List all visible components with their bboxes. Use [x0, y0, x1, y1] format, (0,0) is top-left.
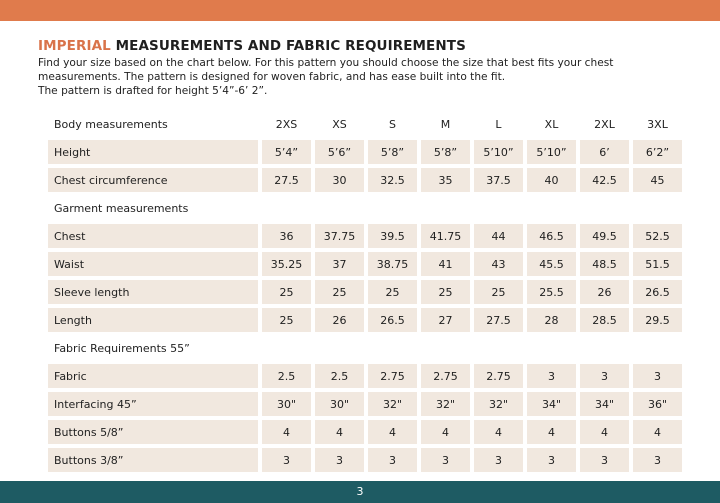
row-value: 3: [580, 364, 629, 388]
row-value: 30: [315, 168, 364, 192]
empty-cell: [368, 196, 417, 220]
empty-cell: [315, 336, 364, 360]
row-value: 40: [527, 168, 576, 192]
row-value: 25: [262, 280, 311, 304]
row-label: Sleeve length: [48, 280, 258, 304]
row-value: 36": [633, 392, 682, 416]
row-value: 3: [580, 448, 629, 472]
table-row: [48, 392, 682, 416]
empty-cell: [527, 336, 576, 360]
row-value: 38.75: [368, 252, 417, 276]
table-row: [48, 420, 682, 444]
row-value: 43: [474, 252, 523, 276]
row-value: 3: [633, 448, 682, 472]
intro-line: The pattern is drafted for height 5’4”-6’ 2”.: [38, 85, 268, 98]
title-accent: IMPERIAL: [38, 38, 111, 54]
row-value: 30": [262, 392, 311, 416]
table-row: [48, 140, 682, 164]
row-value: 2.5: [315, 364, 364, 388]
row-value: 52.5: [633, 224, 682, 248]
row-value: 5’8”: [421, 140, 470, 164]
row-value: 26: [580, 280, 629, 304]
row-value: 26: [315, 308, 364, 332]
row-value: 36: [262, 224, 311, 248]
intro-line: measurements. The pattern is designed for woven fabric, and has ease built into the fit.: [38, 71, 506, 84]
row-value: 3: [633, 364, 682, 388]
row-value: 32": [368, 392, 417, 416]
row-value: 49.5: [580, 224, 629, 248]
row-label: Buttons 3/8”: [48, 448, 258, 472]
row-value: 5’10”: [474, 140, 523, 164]
table-row: [48, 308, 682, 332]
row-value: 3: [527, 364, 576, 388]
table-row: [48, 364, 682, 388]
row-value: 32.5: [368, 168, 417, 192]
row-value: 45: [633, 168, 682, 192]
row-value: 42.5: [580, 168, 629, 192]
row-value: 25: [315, 280, 364, 304]
row-value: 25: [262, 308, 311, 332]
table-row: [48, 168, 682, 192]
row-value: 29.5: [633, 308, 682, 332]
row-value: 5’10”: [527, 140, 576, 164]
empty-cell: [421, 196, 470, 220]
size-header: XL: [544, 117, 559, 131]
row-value: 4: [633, 420, 682, 444]
empty-cell: [633, 336, 682, 360]
row-value: 3: [315, 448, 364, 472]
row-value: 35: [421, 168, 470, 192]
table-row: [48, 224, 682, 248]
row-value: 4: [421, 420, 470, 444]
row-value: 51.5: [633, 252, 682, 276]
row-value: 28.5: [580, 308, 629, 332]
intro-line: Find your size based on the chart below. For this pattern you should choose the size that best fits your chest: [38, 57, 614, 69]
empty-cell: [262, 196, 311, 220]
row-value: 5’4”: [262, 140, 311, 164]
row-value: 4: [368, 420, 417, 444]
table-row: [48, 252, 682, 276]
row-label: Chest: [48, 224, 258, 248]
row-label: Interfacing 45”: [48, 392, 258, 416]
row-value: 3: [527, 448, 576, 472]
section-header-row: [48, 112, 682, 136]
section-title: Body measurements: [54, 117, 168, 131]
row-value: 2.5: [262, 364, 311, 388]
intro-text: [38, 56, 678, 99]
size-header: S: [389, 117, 396, 131]
section-title: Garment measurements: [54, 201, 189, 215]
row-value: 30": [315, 392, 364, 416]
row-value: 25.5: [527, 280, 576, 304]
table-row: [48, 280, 682, 304]
row-value: 28: [527, 308, 576, 332]
title-rest: MEASUREMENTS AND FABRIC REQUIREMENTS: [110, 38, 466, 54]
row-value: 41.75: [421, 224, 470, 248]
row-value: 32": [421, 392, 470, 416]
row-value: 39.5: [368, 224, 417, 248]
row-value: 2.75: [368, 364, 417, 388]
footer-bar: [0, 481, 720, 503]
row-label: Waist: [48, 252, 258, 276]
row-value: 3: [474, 448, 523, 472]
row-value: 27.5: [474, 308, 523, 332]
row-label: Length: [48, 308, 258, 332]
row-value: 25: [368, 280, 417, 304]
table-row: [48, 448, 682, 472]
empty-cell: [474, 196, 523, 220]
row-value: 4: [580, 420, 629, 444]
page-title: [38, 38, 466, 54]
row-value: 25: [474, 280, 523, 304]
empty-cell: [580, 336, 629, 360]
section-title: Fabric Requirements 55”: [54, 341, 190, 355]
empty-cell: [474, 336, 523, 360]
row-value: 26.5: [368, 308, 417, 332]
row-value: 4: [262, 420, 311, 444]
size-header: XS: [332, 117, 347, 131]
row-value: 2.75: [421, 364, 470, 388]
empty-cell: [421, 336, 470, 360]
size-header: L: [495, 117, 502, 131]
empty-cell: [633, 196, 682, 220]
row-value: 6’2”: [633, 140, 682, 164]
size-header: 3XL: [647, 117, 668, 131]
row-value: 35.25: [262, 252, 311, 276]
row-label: Chest circumference: [48, 168, 258, 192]
row-value: 3: [262, 448, 311, 472]
row-value: 3: [368, 448, 417, 472]
section-header-row: [48, 336, 682, 360]
row-value: 5’6”: [315, 140, 364, 164]
row-value: 46.5: [527, 224, 576, 248]
row-value: 44: [474, 224, 523, 248]
row-value: 4: [315, 420, 364, 444]
section-header-row: [48, 196, 682, 220]
row-value: 48.5: [580, 252, 629, 276]
row-value: 4: [527, 420, 576, 444]
row-label: Height: [48, 140, 258, 164]
row-value: 37: [315, 252, 364, 276]
row-label: Fabric: [48, 364, 258, 388]
row-value: 45.5: [527, 252, 576, 276]
row-value: 37.75: [315, 224, 364, 248]
size-chart-table: [44, 108, 686, 476]
row-value: 34": [580, 392, 629, 416]
size-chart-body: [48, 112, 682, 472]
row-value: 41: [421, 252, 470, 276]
empty-cell: [527, 196, 576, 220]
row-value: 3: [421, 448, 470, 472]
row-value: 37.5: [474, 168, 523, 192]
size-header: 2XS: [275, 117, 298, 131]
empty-cell: [368, 336, 417, 360]
row-value: 25: [421, 280, 470, 304]
size-header: M: [440, 117, 451, 131]
row-value: 26.5: [633, 280, 682, 304]
empty-cell: [262, 336, 311, 360]
row-label: Buttons 5/8”: [48, 420, 258, 444]
row-value: 27: [421, 308, 470, 332]
row-value: 27.5: [262, 168, 311, 192]
empty-cell: [580, 196, 629, 220]
page-number: 3: [356, 485, 364, 498]
row-value: 5’8”: [368, 140, 417, 164]
empty-cell: [315, 196, 364, 220]
size-header: 2XL: [594, 117, 615, 131]
row-value: 4: [474, 420, 523, 444]
top-accent-bar: [0, 0, 720, 21]
row-value: 34": [527, 392, 576, 416]
row-value: 2.75: [474, 364, 523, 388]
row-value: 6’: [580, 140, 629, 164]
row-value: 32": [474, 392, 523, 416]
